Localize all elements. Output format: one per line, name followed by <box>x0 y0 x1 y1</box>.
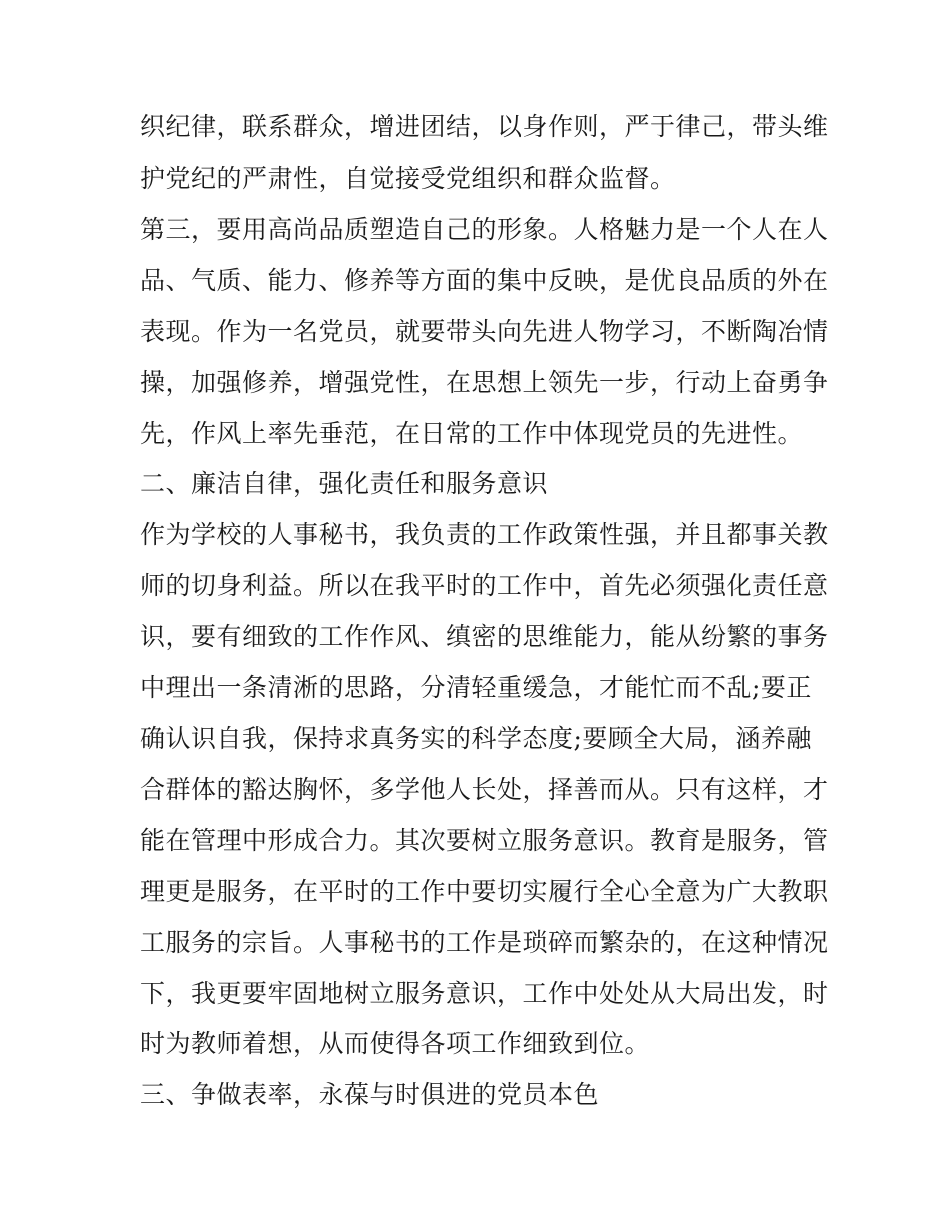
text-line: 作为学校的人事秘书，我负责的工作政策性强，并且都事关教 <box>140 520 829 549</box>
text-line: 护党纪的严肃性，自觉接受党组织和群众监督。 <box>140 164 676 193</box>
text-line: 品、气质、能力、修养等方面的集中反映，是优良品质的外在 <box>140 266 829 295</box>
text-line: 理更是服务，在平时的工作中要切实履行全心全意为广大教职 <box>140 877 829 906</box>
text-line: 织纪律，联系群众，增进团结，以身作则，严于律己，带头维 <box>140 112 829 141</box>
text-line: 操，加强修养，增强党性，在思想上领先一步，行动上奋勇争 <box>140 368 829 397</box>
text-line: 时为教师着想，从而使得各项工作细致到位。 <box>140 1029 651 1058</box>
section-heading: 三、争做表率，永葆与时俱进的党员本色 <box>140 1080 600 1109</box>
text-line: 下，我更要牢固地树立服务意识，工作中处处从大局出发，时 <box>140 979 829 1008</box>
text-line: 先，作风上率先垂范，在日常的工作中体现党员的先进性。 <box>140 419 804 448</box>
text-line: 第三，要用高尚品质塑造自己的形象。人格魅力是一个人在人 <box>140 215 829 244</box>
text-line: 工服务的宗旨。人事秘书的工作是琐碎而繁杂的，在这种情况 <box>140 928 829 957</box>
text-line: 合群体的豁达胸怀，多学他人长处，择善而从。只有这样，才 <box>140 775 829 804</box>
text-line: 中理出一条清淅的思路，分清轻重缓急，才能忙而不乱;要正 <box>140 673 812 702</box>
text-line: 师的切身利益。所以在我平时的工作中，首先必须强化责任意 <box>140 571 829 600</box>
text-line: 表现。作为一名党员，就要带头向先进人物学习，不断陶冶情 <box>140 317 829 346</box>
text-line: 识，要有细致的工作作风、缜密的思维能力，能从纷繁的事务 <box>140 622 829 651</box>
text-line: 确认识自我，保持求真务实的科学态度;要顾全大局，涵养融 <box>140 724 812 753</box>
text-line: 能在管理中形成合力。其次要树立服务意识。教育是服务，管 <box>140 826 829 855</box>
section-heading: 二、廉洁自律，强化责任和服务意识 <box>140 469 549 498</box>
